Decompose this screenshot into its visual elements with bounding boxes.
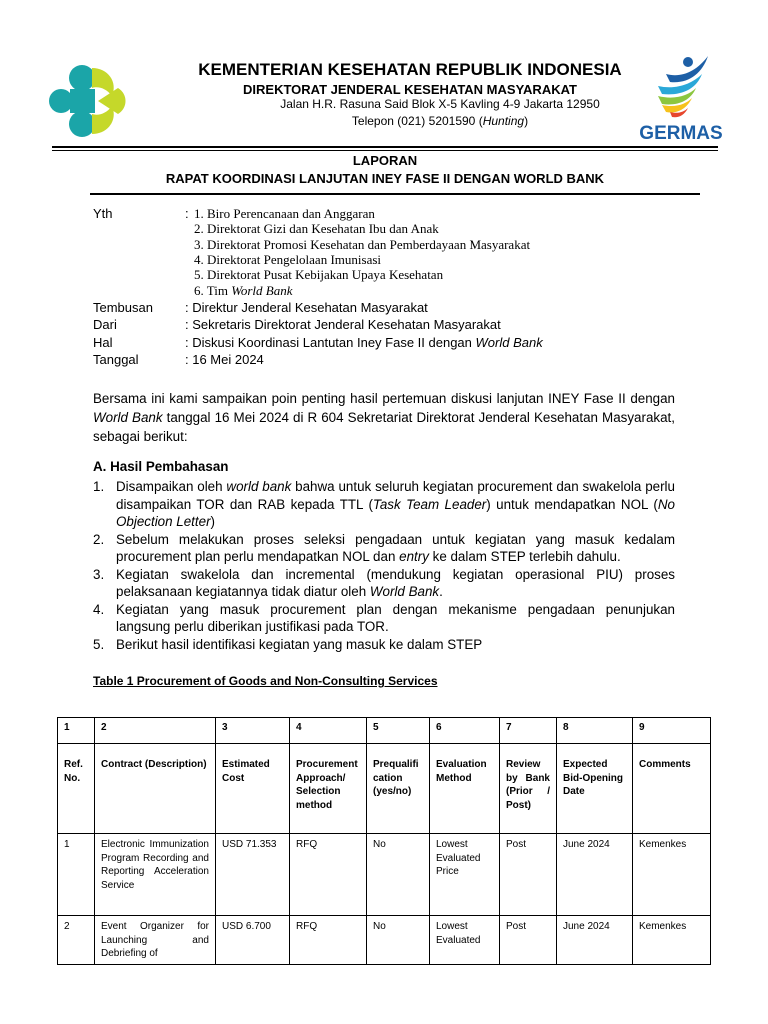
column-header: Estimated Cost [216, 744, 290, 834]
column-number: 3 [216, 718, 290, 744]
table-cell: USD 71.353 [216, 834, 290, 916]
report-title: LAPORAN [352, 153, 418, 168]
letterhead-divider [52, 146, 718, 148]
table-cell: Lowest Evaluated Price [430, 834, 500, 916]
column-number: 9 [633, 718, 711, 744]
hal-label: Hal [93, 335, 113, 350]
table-cell: Lowest Evaluated [430, 916, 500, 965]
list-item: 4. Kegiatan yang masuk procurement plan dengan mekanisme pengadaan penunjukan langsung perlu diberikan justifikasi pada TOR. [93, 601, 675, 634]
column-number: 2 [95, 718, 216, 744]
column-header: Review by Bank (Prior / Post) [500, 744, 557, 834]
table-cell: June 2024 [557, 916, 633, 965]
table-cell: Kemenkes [633, 834, 711, 916]
table-cell: Post [500, 834, 557, 916]
office-address: Jalan H.R. Rasuna Said Blok X-5 Kavling 4-9 Jakarta 12950 [280, 97, 600, 111]
table-header-row [58, 744, 711, 834]
table-cell: Electronic Immunization Program Recording and Reporting Acceleration Service [95, 834, 216, 916]
table-cell: 1 [58, 834, 95, 916]
table-cell: June 2024 [557, 834, 633, 916]
office-phone: Telepon (021) 5201590 (Hunting) [351, 114, 529, 128]
table-row [58, 916, 711, 965]
ministry-name: KEMENTERIAN KESEHATAN REPUBLIK INDONESIA [198, 60, 622, 79]
letterhead-divider-thin [52, 150, 718, 151]
column-header: Prequalifi cation (yes/no) [367, 744, 430, 834]
procurement-table [57, 717, 711, 965]
hal-value: : Diskusi Koordinasi Lantutan Iney Fase II dengan World Bank [185, 335, 543, 350]
section-a-heading: A. Hasil Pembahasan [93, 459, 229, 474]
column-header: Procurement Approach/ Selection method [290, 744, 367, 834]
table-cell: RFQ [290, 916, 367, 965]
table-column-number-row [58, 718, 711, 744]
column-number: 1 [58, 718, 95, 744]
column-header: Contract (Description) [95, 744, 216, 834]
title-divider [90, 193, 700, 195]
table-cell: No [367, 916, 430, 965]
table-cell: No [367, 834, 430, 916]
list-item: 1. Disampaikan oleh world bank bahwa untuk seluruh kegiatan procurement dan swakelola perlu disampaikan TOR dan RAB kepada TTL (Task Team Leader) untuk mendapatkan NOL (No Objection Letter) [93, 479, 675, 529]
table-cell: Kemenkes [633, 916, 711, 965]
column-header: Comments [633, 744, 711, 834]
column-number: 4 [290, 718, 367, 744]
dari-label: Dari [93, 317, 117, 332]
table-caption: Table 1 Procurement of Goods and Non-Consulting Services [93, 674, 438, 688]
yth-label: Yth [93, 206, 113, 221]
column-number: 8 [557, 718, 633, 744]
recipient-item: 2. Direktorat Gizi dan Kesehatan Ibu dan Anak [194, 221, 439, 236]
recipient-item: 4. Direktorat Pengelolaan Imunisasi [194, 252, 382, 267]
column-number: 6 [430, 718, 500, 744]
column-number: 5 [367, 718, 430, 744]
germas-logo [636, 52, 726, 144]
list-item: 3. Kegiatan swakelola dan incremental (mendukung kegiatan operasional PIU) proses pelaksanaan kegiatannya tidak diatur oleh World Bank. [93, 566, 675, 599]
list-item: 5. Berikut hasil identifikasi kegiatan yang masuk ke dalam STEP [93, 636, 483, 652]
dari-value: : Sekretaris Direktorat Jenderal Kesehatan Masyarakat [185, 317, 501, 332]
recipient-item: 5. Direktorat Pusat Kebijakan Upaya Kesehatan [194, 267, 444, 282]
table-cell: RFQ [290, 834, 367, 916]
tembusan-value: : Direktur Jenderal Kesehatan Masyarakat [185, 300, 428, 315]
list-item: 2. Sebelum melakukan proses seleksi pengadaan untuk kegiatan yang masuk kedalam procurement plan perlu mendapatkan NOL dan entry ke dalam STEP terlebih dahulu. [93, 531, 675, 564]
kemenkes-logo-icon [48, 58, 132, 144]
table-cell: 2 [58, 916, 95, 965]
intro-paragraph: Bersama ini kami sampaikan poin penting hasil pertemuan diskusi lanjutan INEY Fase II dengan World Bank tanggal 16 Mei 2024 di R 604 Sekretariat Direktorat Jenderal Kesehatan Masyarakat, sebagai berikut: [93, 391, 675, 444]
germas-figure-icon [636, 52, 726, 118]
report-subtitle: RAPAT KOORDINASI LANJUTAN INEY FASE II DENGAN WORLD BANK [165, 171, 605, 186]
discussion-list [93, 478, 675, 653]
tanggal-label: Tanggal [93, 352, 139, 367]
yth-colon: : [185, 206, 189, 221]
table-cell: Post [500, 916, 557, 965]
recipient-item: 3. Direktorat Promosi Kesehatan dan Pemberdayaan Masyarakat [194, 237, 531, 252]
column-number: 7 [500, 718, 557, 744]
tanggal-value: : 16 Mei 2024 [185, 352, 264, 367]
directorate-name: DIREKTORAT JENDERAL KESEHATAN MASYARAKAT [243, 82, 577, 97]
table-row [58, 834, 711, 916]
column-header: Evaluation Method [430, 744, 500, 834]
table-cell: Event Organizer for Launching and Debriefing of [95, 916, 216, 965]
table-cell: USD 6.700 [216, 916, 290, 965]
column-header: Ref. No. [58, 744, 95, 834]
recipient-item: 1. Biro Perencanaan dan Anggaran [194, 206, 375, 221]
column-header: Expected Bid-Opening Date [557, 744, 633, 834]
recipient-item: 6. Tim World Bank [194, 283, 293, 298]
germas-label: GERMAS [639, 123, 723, 144]
tembusan-label: Tembusan [93, 300, 153, 315]
